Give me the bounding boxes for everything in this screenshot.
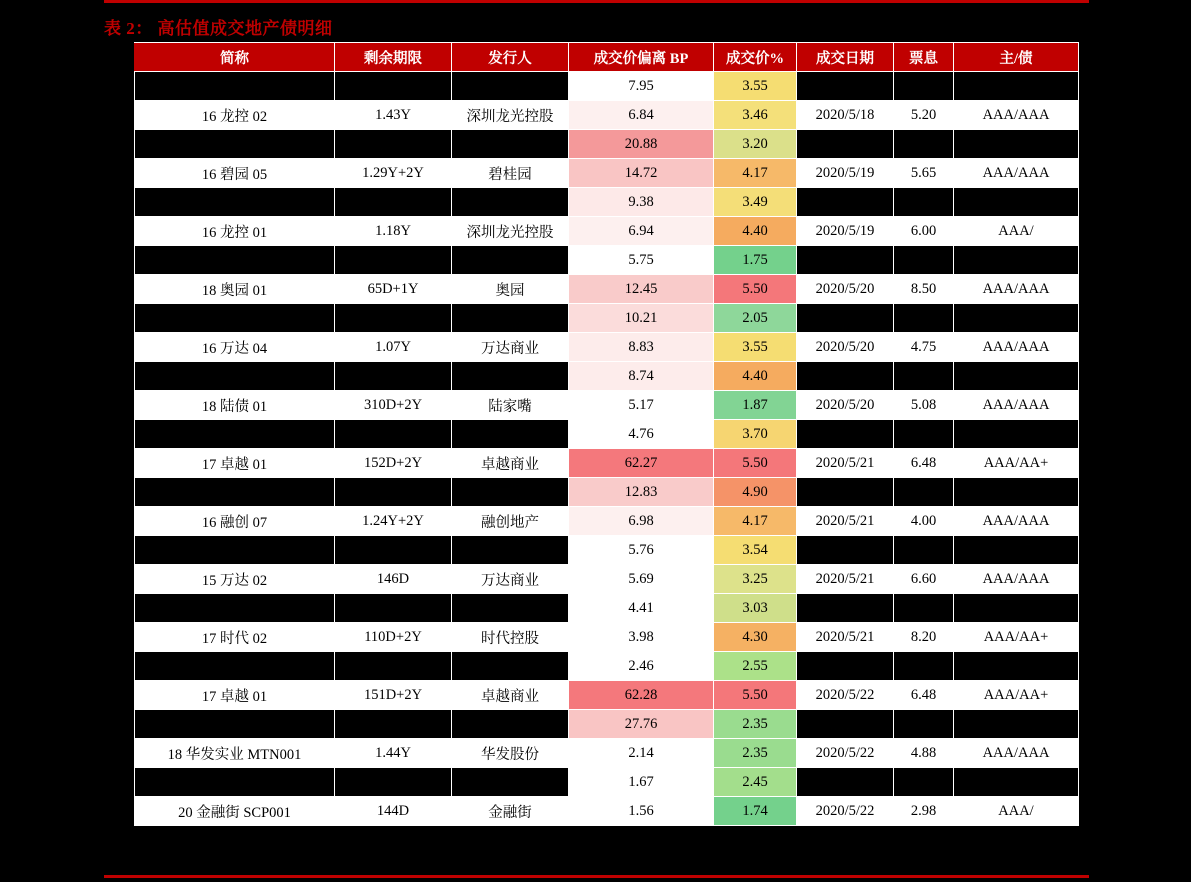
- cell-price: 4.40: [714, 217, 797, 246]
- cell-price: 3.55: [714, 333, 797, 362]
- cell-name: [135, 710, 335, 739]
- table-row: [135, 536, 1079, 565]
- column-header-term: 剩余期限: [335, 43, 452, 72]
- column-header-date: 成交日期: [797, 43, 894, 72]
- cell-date: [797, 478, 894, 507]
- cell-date: [797, 72, 894, 101]
- cell-coupon: 5.20: [894, 101, 954, 130]
- cell-date: 2020/5/22: [797, 681, 894, 710]
- cell-issuer: [452, 710, 569, 739]
- cell-name: 15 万达 02: [135, 565, 335, 594]
- cell-name: 17 卓越 01: [135, 449, 335, 478]
- cell-price: 5.50: [714, 681, 797, 710]
- cell-date: 2020/5/20: [797, 275, 894, 304]
- cell-coupon: [894, 72, 954, 101]
- cell-rating: [954, 72, 1079, 101]
- table-row: [135, 768, 1079, 797]
- cell-deviation: 9.38: [569, 188, 714, 217]
- table-row: [135, 333, 1079, 362]
- cell-issuer: 时代控股: [452, 623, 569, 652]
- cell-deviation: 3.98: [569, 623, 714, 652]
- cell-coupon: [894, 652, 954, 681]
- column-header-issuer: 发行人: [452, 43, 569, 72]
- cell-deviation: 12.83: [569, 478, 714, 507]
- cell-price: 1.74: [714, 797, 797, 826]
- cell-name: 18 华发实业 MTN001: [135, 739, 335, 768]
- cell-term: 1.18Y: [335, 217, 452, 246]
- cell-term: [335, 768, 452, 797]
- cell-rating: [954, 362, 1079, 391]
- cell-name: [135, 246, 335, 275]
- cell-date: 2020/5/21: [797, 507, 894, 536]
- cell-deviation: 14.72: [569, 159, 714, 188]
- cell-term: [335, 246, 452, 275]
- cell-rating: [954, 536, 1079, 565]
- cell-rating: AAA/AAA: [954, 101, 1079, 130]
- cell-rating: [954, 304, 1079, 333]
- cell-deviation: 8.74: [569, 362, 714, 391]
- cell-name: [135, 130, 335, 159]
- cell-rating: [954, 478, 1079, 507]
- table-row: [135, 797, 1079, 826]
- table-row: [135, 652, 1079, 681]
- cell-date: [797, 304, 894, 333]
- cell-deviation: 4.41: [569, 594, 714, 623]
- cell-date: [797, 420, 894, 449]
- cell-term: 65D+1Y: [335, 275, 452, 304]
- cell-term: 146D: [335, 565, 452, 594]
- table-row: [135, 362, 1079, 391]
- cell-issuer: [452, 594, 569, 623]
- cell-deviation: 5.17: [569, 391, 714, 420]
- cell-issuer: [452, 362, 569, 391]
- table-row: [135, 159, 1079, 188]
- cell-term: [335, 710, 452, 739]
- cell-term: [335, 420, 452, 449]
- cell-name: 20 金融街 SCP001: [135, 797, 335, 826]
- cell-name: [135, 536, 335, 565]
- cell-price: 3.20: [714, 130, 797, 159]
- bond-table-container: [134, 42, 1078, 826]
- table-row: [135, 507, 1079, 536]
- cell-name: 16 碧园 05: [135, 159, 335, 188]
- cell-price: 5.50: [714, 275, 797, 304]
- cell-name: 16 龙控 02: [135, 101, 335, 130]
- cell-term: 310D+2Y: [335, 391, 452, 420]
- cell-coupon: 8.20: [894, 623, 954, 652]
- cell-term: 151D+2Y: [335, 681, 452, 710]
- cell-price: 3.46: [714, 101, 797, 130]
- cell-term: 1.43Y: [335, 101, 452, 130]
- cell-name: [135, 594, 335, 623]
- cell-rating: [954, 130, 1079, 159]
- cell-deviation: 62.28: [569, 681, 714, 710]
- cell-name: [135, 304, 335, 333]
- cell-term: 144D: [335, 797, 452, 826]
- cell-deviation: 5.75: [569, 246, 714, 275]
- cell-date: [797, 188, 894, 217]
- cell-issuer: 深圳龙光控股: [452, 101, 569, 130]
- cell-date: 2020/5/22: [797, 797, 894, 826]
- cell-price: 2.45: [714, 768, 797, 797]
- cell-coupon: [894, 478, 954, 507]
- cell-deviation: 2.46: [569, 652, 714, 681]
- table-row: [135, 391, 1079, 420]
- cell-rating: AAA/AAA: [954, 507, 1079, 536]
- cell-deviation: 27.76: [569, 710, 714, 739]
- cell-name: [135, 362, 335, 391]
- cell-coupon: 6.00: [894, 217, 954, 246]
- cell-price: 5.50: [714, 449, 797, 478]
- cell-date: 2020/5/22: [797, 739, 894, 768]
- cell-term: [335, 652, 452, 681]
- cell-price: 4.30: [714, 623, 797, 652]
- cell-rating: [954, 594, 1079, 623]
- cell-deviation: 7.95: [569, 72, 714, 101]
- table-row: [135, 594, 1079, 623]
- cell-term: 1.44Y: [335, 739, 452, 768]
- cell-coupon: 5.65: [894, 159, 954, 188]
- column-header-price: 成交价%: [714, 43, 797, 72]
- table-row: [135, 188, 1079, 217]
- cell-rating: AAA/AA+: [954, 623, 1079, 652]
- cell-date: [797, 652, 894, 681]
- cell-name: [135, 72, 335, 101]
- cell-price: 2.05: [714, 304, 797, 333]
- table-row: [135, 420, 1079, 449]
- cell-issuer: 金融街: [452, 797, 569, 826]
- table-row: [135, 623, 1079, 652]
- table-row: [135, 739, 1079, 768]
- cell-price: 3.70: [714, 420, 797, 449]
- cell-name: 18 奥园 01: [135, 275, 335, 304]
- cell-issuer: [452, 420, 569, 449]
- cell-term: [335, 362, 452, 391]
- cell-price: 1.75: [714, 246, 797, 275]
- table-row: [135, 681, 1079, 710]
- cell-coupon: [894, 188, 954, 217]
- cell-issuer: [452, 130, 569, 159]
- cell-deviation: 6.94: [569, 217, 714, 246]
- cell-issuer: 华发股份: [452, 739, 569, 768]
- cell-rating: AAA/AAA: [954, 333, 1079, 362]
- table-body: [135, 72, 1079, 826]
- table-row: [135, 246, 1079, 275]
- column-header-rating: 主/债: [954, 43, 1079, 72]
- cell-rating: AAA/AA+: [954, 681, 1079, 710]
- cell-issuer: [452, 304, 569, 333]
- cell-rating: [954, 246, 1079, 275]
- cell-issuer: 万达商业: [452, 333, 569, 362]
- cell-rating: AAA/AAA: [954, 159, 1079, 188]
- cell-price: 3.03: [714, 594, 797, 623]
- cell-deviation: 8.83: [569, 333, 714, 362]
- cell-term: [335, 72, 452, 101]
- page-title: 表 2： 高估值成交地产债明细: [104, 19, 333, 38]
- cell-rating: [954, 188, 1079, 217]
- cell-term: 110D+2Y: [335, 623, 452, 652]
- table-row: [135, 72, 1079, 101]
- cell-deviation: 1.56: [569, 797, 714, 826]
- cell-issuer: 万达商业: [452, 565, 569, 594]
- cell-term: [335, 594, 452, 623]
- cell-name: 16 龙控 01: [135, 217, 335, 246]
- cell-deviation: 6.98: [569, 507, 714, 536]
- column-header-deviation: 成交价偏离 BP: [569, 43, 714, 72]
- cell-rating: [954, 768, 1079, 797]
- bottom-divider: [104, 875, 1089, 878]
- cell-term: 1.29Y+2Y: [335, 159, 452, 188]
- cell-coupon: 4.88: [894, 739, 954, 768]
- cell-rating: AAA/AAA: [954, 565, 1079, 594]
- cell-deviation: 12.45: [569, 275, 714, 304]
- table-row: [135, 304, 1079, 333]
- cell-issuer: 深圳龙光控股: [452, 217, 569, 246]
- table-row: [135, 565, 1079, 594]
- cell-rating: AAA/: [954, 797, 1079, 826]
- column-header-coupon: 票息: [894, 43, 954, 72]
- cell-rating: AAA/AAA: [954, 275, 1079, 304]
- cell-issuer: 碧桂园: [452, 159, 569, 188]
- cell-coupon: [894, 594, 954, 623]
- cell-price: 4.17: [714, 507, 797, 536]
- cell-price: 3.25: [714, 565, 797, 594]
- cell-coupon: 4.00: [894, 507, 954, 536]
- cell-price: 3.49: [714, 188, 797, 217]
- cell-deviation: 20.88: [569, 130, 714, 159]
- cell-name: 18 陆债 01: [135, 391, 335, 420]
- cell-rating: [954, 710, 1079, 739]
- cell-name: 17 时代 02: [135, 623, 335, 652]
- cell-name: 16 万达 04: [135, 333, 335, 362]
- cell-term: 152D+2Y: [335, 449, 452, 478]
- cell-issuer: [452, 188, 569, 217]
- cell-date: [797, 536, 894, 565]
- cell-date: [797, 362, 894, 391]
- cell-date: 2020/5/20: [797, 333, 894, 362]
- cell-price: 2.55: [714, 652, 797, 681]
- cell-date: [797, 768, 894, 797]
- cell-coupon: [894, 362, 954, 391]
- cell-coupon: 6.48: [894, 681, 954, 710]
- cell-date: 2020/5/21: [797, 623, 894, 652]
- cell-deviation: 5.76: [569, 536, 714, 565]
- cell-name: [135, 652, 335, 681]
- cell-issuer: 陆家嘴: [452, 391, 569, 420]
- cell-price: 4.17: [714, 159, 797, 188]
- cell-name: 16 融创 07: [135, 507, 335, 536]
- cell-price: 3.55: [714, 72, 797, 101]
- cell-term: [335, 130, 452, 159]
- table-header-row: [135, 43, 1079, 72]
- cell-price: 2.35: [714, 739, 797, 768]
- cell-date: [797, 130, 894, 159]
- cell-deviation: 10.21: [569, 304, 714, 333]
- table-row: [135, 275, 1079, 304]
- cell-coupon: [894, 536, 954, 565]
- cell-coupon: 8.50: [894, 275, 954, 304]
- table-row: [135, 478, 1079, 507]
- cell-term: [335, 304, 452, 333]
- cell-issuer: [452, 536, 569, 565]
- cell-coupon: [894, 710, 954, 739]
- cell-date: 2020/5/19: [797, 217, 894, 246]
- cell-deviation: 2.14: [569, 739, 714, 768]
- cell-price: 4.40: [714, 362, 797, 391]
- cell-term: 1.07Y: [335, 333, 452, 362]
- cell-name: [135, 420, 335, 449]
- cell-coupon: 4.75: [894, 333, 954, 362]
- cell-deviation: 62.27: [569, 449, 714, 478]
- cell-name: [135, 478, 335, 507]
- cell-rating: [954, 652, 1079, 681]
- cell-name: 17 卓越 01: [135, 681, 335, 710]
- cell-issuer: [452, 246, 569, 275]
- cell-coupon: [894, 420, 954, 449]
- cell-date: 2020/5/18: [797, 101, 894, 130]
- cell-issuer: 卓越商业: [452, 681, 569, 710]
- cell-issuer: [452, 478, 569, 507]
- cell-price: 3.54: [714, 536, 797, 565]
- cell-price: 2.35: [714, 710, 797, 739]
- cell-rating: [954, 420, 1079, 449]
- cell-price: 1.87: [714, 391, 797, 420]
- cell-deviation: 6.84: [569, 101, 714, 130]
- cell-coupon: 5.08: [894, 391, 954, 420]
- cell-deviation: 5.69: [569, 565, 714, 594]
- cell-coupon: 2.98: [894, 797, 954, 826]
- cell-issuer: 融创地产: [452, 507, 569, 536]
- cell-deviation: 4.76: [569, 420, 714, 449]
- cell-issuer: [452, 768, 569, 797]
- cell-issuer: 卓越商业: [452, 449, 569, 478]
- cell-price: 4.90: [714, 478, 797, 507]
- cell-coupon: [894, 768, 954, 797]
- bond-table: [134, 42, 1079, 826]
- cell-rating: AAA/AAA: [954, 739, 1079, 768]
- cell-rating: AAA/: [954, 217, 1079, 246]
- cell-coupon: [894, 246, 954, 275]
- table-row: [135, 449, 1079, 478]
- cell-coupon: 6.60: [894, 565, 954, 594]
- cell-issuer: [452, 72, 569, 101]
- table-row: [135, 130, 1079, 159]
- cell-coupon: [894, 130, 954, 159]
- cell-coupon: [894, 304, 954, 333]
- cell-issuer: [452, 652, 569, 681]
- table-row: [135, 217, 1079, 246]
- cell-rating: AAA/AAA: [954, 391, 1079, 420]
- table-row: [135, 101, 1079, 130]
- cell-term: [335, 478, 452, 507]
- cell-term: [335, 536, 452, 565]
- cell-date: 2020/5/21: [797, 565, 894, 594]
- top-divider: [104, 0, 1089, 3]
- cell-deviation: 1.67: [569, 768, 714, 797]
- cell-date: [797, 594, 894, 623]
- cell-coupon: 6.48: [894, 449, 954, 478]
- cell-term: [335, 188, 452, 217]
- cell-issuer: 奥园: [452, 275, 569, 304]
- table-row: [135, 710, 1079, 739]
- cell-date: 2020/5/21: [797, 449, 894, 478]
- cell-date: 2020/5/20: [797, 391, 894, 420]
- cell-name: [135, 188, 335, 217]
- cell-date: 2020/5/19: [797, 159, 894, 188]
- cell-name: [135, 768, 335, 797]
- column-header-name: 简称: [135, 43, 335, 72]
- cell-date: [797, 710, 894, 739]
- cell-term: 1.24Y+2Y: [335, 507, 452, 536]
- cell-date: [797, 246, 894, 275]
- cell-rating: AAA/AA+: [954, 449, 1079, 478]
